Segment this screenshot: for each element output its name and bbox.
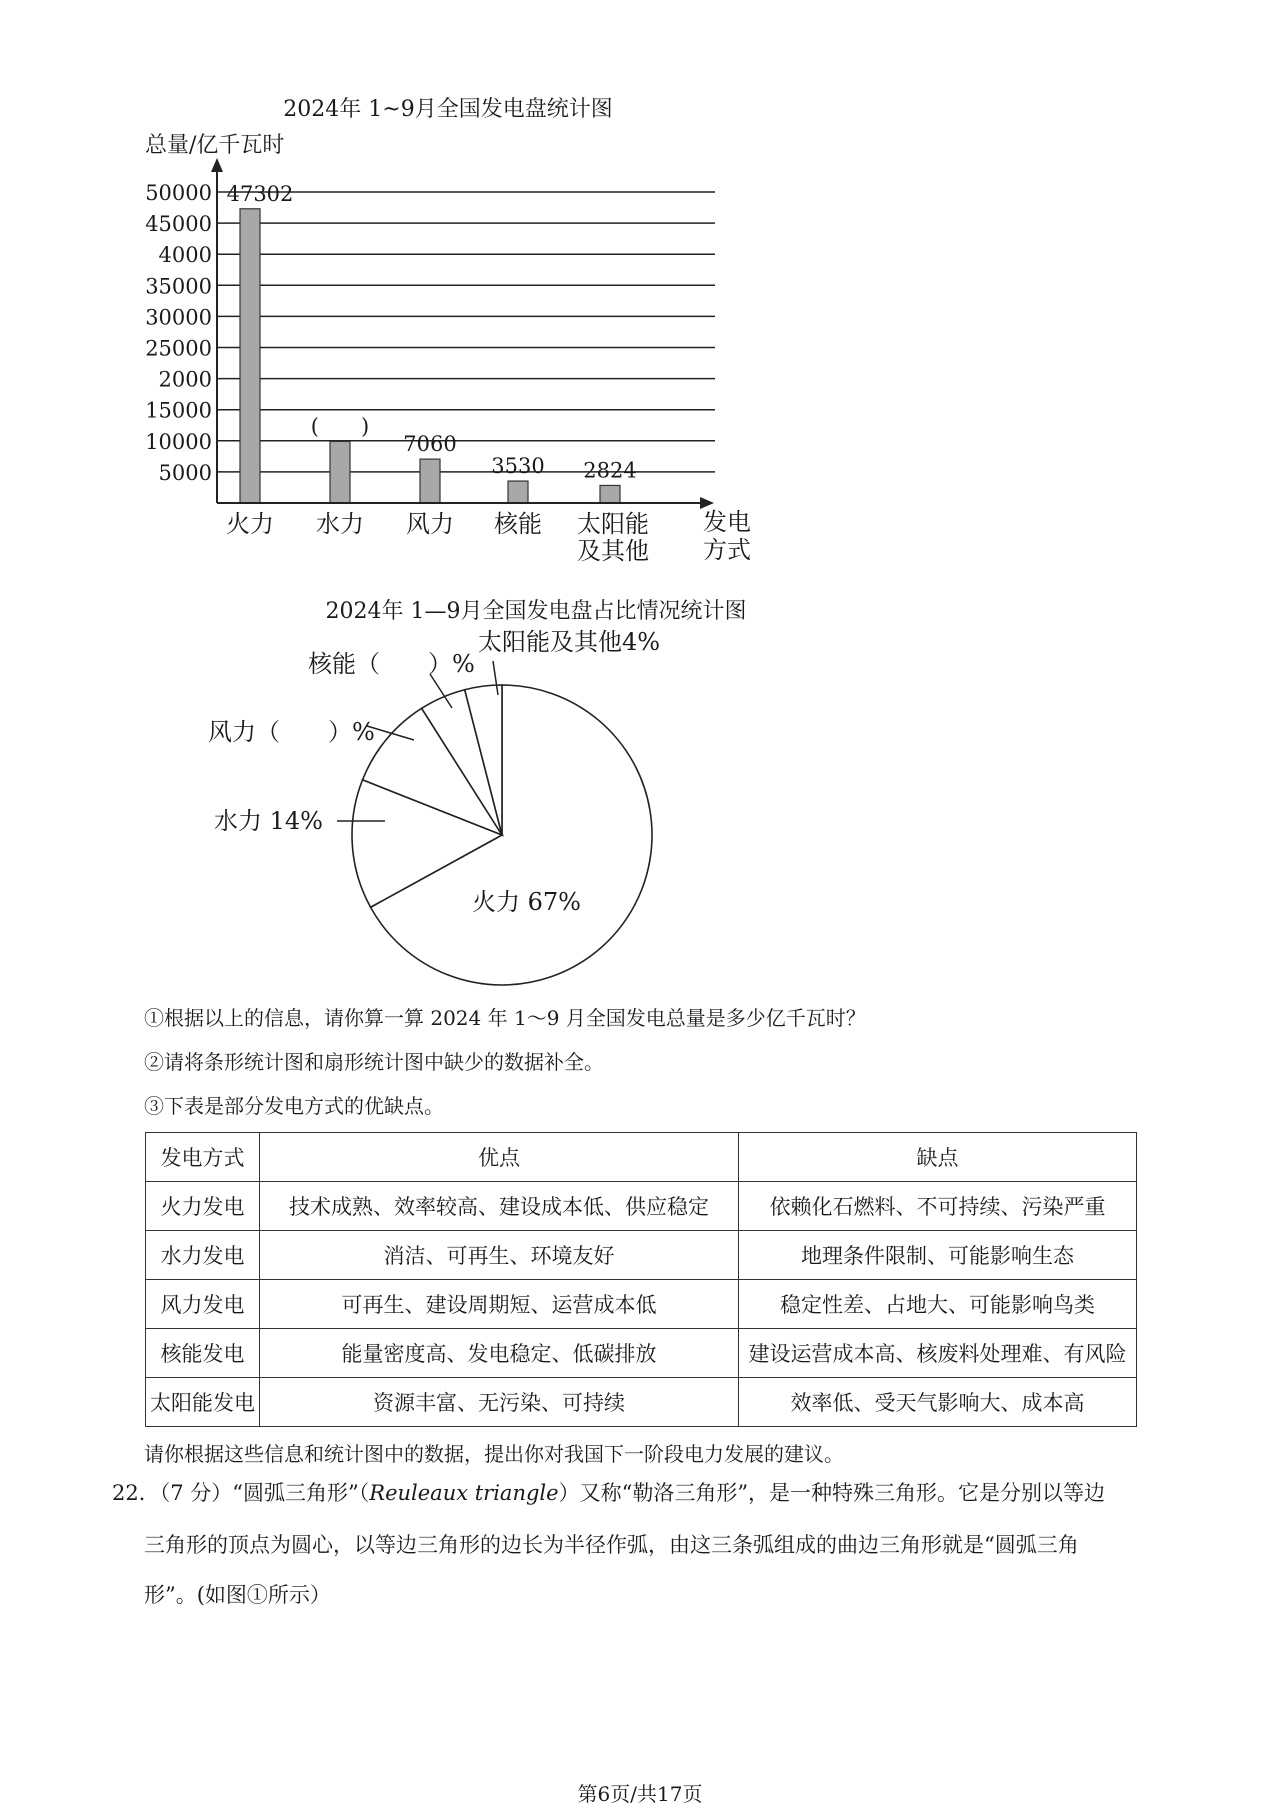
problem-text-b: ）又称“勒洛三角形”，是一种特殊三角形。它是分别以等边 xyxy=(558,1481,1106,1505)
problem-22-line-3: 形”。(如图①所示） xyxy=(144,1583,331,1607)
problem-term-en: Reuleaux triangle xyxy=(369,1481,559,1505)
category-label: 水力 xyxy=(316,510,364,538)
pros-cons-table xyxy=(145,1132,1137,1427)
bar-value-label: 7060 xyxy=(403,432,457,457)
table-cell: 建设运营成本高、核废料处理难、有风险 xyxy=(739,1329,1137,1378)
problem-22-line-2: 三角形的顶点为圆心，以等边三角形的边长为半径作弧，由这三条弧组成的曲边三角形就是“圆弧三角 xyxy=(144,1533,1079,1557)
table-header-row xyxy=(146,1133,1137,1182)
bar xyxy=(330,441,350,503)
table-row xyxy=(146,1280,1137,1329)
table-cell: 地理条件限制、可能影响生态 xyxy=(739,1231,1137,1280)
bar-value-label: 47302 xyxy=(226,181,294,206)
pie-chart-title: 2024年 1—9月全国发电盘占比情况统计图 xyxy=(325,599,747,624)
pie-label-solar-other: 太阳能及其他4% xyxy=(478,628,661,656)
bar-chart-y-axis-label: 总量/亿千瓦时 xyxy=(145,133,285,158)
category-label: 火力 xyxy=(226,510,274,538)
y-tick-label: 35000 xyxy=(145,274,212,299)
pie-label-hydro: 水力 14% xyxy=(214,807,323,835)
table-cell: 核能发电 xyxy=(146,1329,260,1378)
bar-chart xyxy=(0,0,1280,580)
y-tick-label: 2000 xyxy=(158,367,212,392)
page-footer: 第6页/共17页 xyxy=(577,1782,703,1806)
table-cell: 风力发电 xyxy=(146,1280,260,1329)
bar-chart-x-axis-label-line2: 方式 xyxy=(703,536,751,564)
bar-chart-categories xyxy=(226,510,649,565)
question-3: ③下表是部分发电方式的优缺点。 xyxy=(144,1094,444,1118)
pie-chart xyxy=(0,580,1280,1000)
table-cell: 水力发电 xyxy=(146,1231,260,1280)
bar-chart-value-labels xyxy=(227,182,637,483)
suggestion-prompt: 请你根据这些信息和统计图中的数据，提出你对我国下一阶段电力发展的建议。 xyxy=(144,1442,844,1466)
bar-chart-bars xyxy=(240,209,620,503)
y-tick-label: 5000 xyxy=(158,460,212,485)
table-cell: 消洁、可再生、环境友好 xyxy=(260,1231,739,1280)
table-cell: 火力发电 xyxy=(146,1182,260,1231)
table-cell: 技术成熟、效率较高、建设成本低、供应稳定 xyxy=(260,1182,739,1231)
bar xyxy=(420,459,440,503)
pie-label-nuclear: 核能（ ）% xyxy=(308,650,475,678)
bar-value-label: 3530 xyxy=(491,454,545,479)
table-cell: 效率低、受天气影响大、成本高 xyxy=(739,1378,1137,1427)
y-tick-label: 10000 xyxy=(145,429,212,454)
y-tick-label: 30000 xyxy=(145,305,212,330)
table-header-cell: 缺点 xyxy=(739,1133,1137,1182)
question-2: ②请将条形统计图和扇形统计图中缺少的数据补全。 xyxy=(144,1050,604,1074)
category-label: 核能 xyxy=(494,510,542,538)
y-tick-label: 15000 xyxy=(145,398,212,423)
problem-points: （7 分） xyxy=(159,1481,233,1505)
bar-value-label: 2824 xyxy=(583,458,637,483)
table-cell: 可再生、建设周期短、运营成本低 xyxy=(260,1280,739,1329)
problem-text-a: “圆弧三角形”（ xyxy=(232,1481,370,1505)
category-label: 风力 xyxy=(406,510,454,538)
y-tick-label: 45000 xyxy=(145,212,212,237)
problem-number: 22． xyxy=(112,1481,160,1505)
y-tick-label: 50000 xyxy=(145,181,212,205)
table-row xyxy=(146,1378,1137,1427)
bar-chart-x-axis-label-line1: 发电 xyxy=(703,508,751,536)
bar-chart-gridlines xyxy=(217,192,715,472)
table-row xyxy=(146,1182,1137,1231)
bar xyxy=(508,481,528,503)
bar-value-label: ( ) xyxy=(310,414,370,439)
table-header-cell: 优点 xyxy=(260,1133,739,1182)
pie-label-wind: 风力（ ）% xyxy=(208,718,375,746)
bar xyxy=(600,485,620,503)
bar-chart-title: 2024年 1~9月全国发电盘统计图 xyxy=(283,97,613,122)
table-cell: 依赖化石燃料、不可持续、污染严重 xyxy=(739,1182,1137,1231)
pie-chart-slices xyxy=(352,685,652,985)
y-tick-label: 4000 xyxy=(158,243,212,268)
table-cell: 能量密度高、发电稳定、低碳排放 xyxy=(260,1329,739,1378)
question-1: ①根据以上的信息，请你算一算 2024 年 1～9 月全国发电总量是多少亿千瓦时？ xyxy=(144,1006,866,1030)
bar xyxy=(240,209,260,503)
table-cell: 资源丰富、无污染、可持续 xyxy=(260,1378,739,1427)
table-header-cell: 发电方式 xyxy=(146,1133,260,1182)
bar-chart-y-ticks xyxy=(145,181,212,485)
pie-label-thermal: 火力 67% xyxy=(472,888,581,916)
y-tick-label: 25000 xyxy=(145,336,212,361)
problem-22-line-1 xyxy=(112,1468,1112,1518)
table-row xyxy=(146,1329,1137,1378)
table-cell: 稳定性差、占地大、可能影响鸟类 xyxy=(739,1280,1137,1329)
bar-chart-axes xyxy=(211,158,714,509)
table-row xyxy=(146,1231,1137,1280)
table-cell: 太阳能发电 xyxy=(146,1378,260,1427)
category-label: 太阳能 xyxy=(577,510,649,538)
category-label: 及其他 xyxy=(577,537,649,565)
